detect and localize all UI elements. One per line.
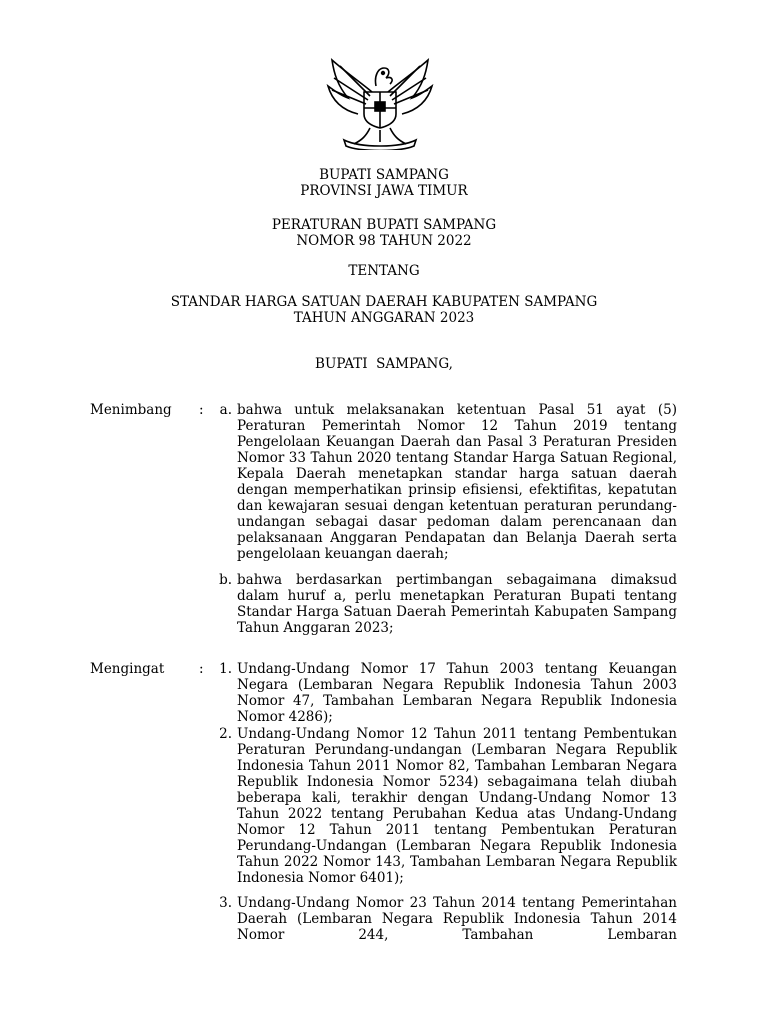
mengingat-colon: :	[199, 661, 204, 677]
mengingat-item-2-num: 2.	[219, 726, 232, 742]
mengingat-item-3-num: 3.	[219, 895, 232, 911]
menimbang-colon: :	[199, 402, 204, 418]
mengingat-item-2-text: Undang-Undang Nomor 12 Tahun 2011 tentang Pembentukan Peraturan Perundang-undangan (Lembaran Negara Republik Indonesia Tahun 2011 Nomor 82, Tambahan Lembaran Negara Republik Indonesia Nomor 5234) sebagaimana telah diubah beberapa kali, terakhir dengan Undang-Undang Nomor 13 Tahun 2022 tentang Perubahan Kedua atas Undang-Undang Nomor 12 Tahun 2011 tentang Pembentukan Peraturan Perundang-Undangan (Lembaran Negara Republik Indonesia Tahun 2022 Nomor 143, Tambahan Lembaran Negara Republik Indonesia Nomor 6401);	[237, 726, 677, 886]
regulation-title: PERATURAN BUPATI SAMPANG	[271, 217, 497, 233]
regulation-number: NOMOR 98 TAHUN 2022	[296, 233, 472, 249]
about-label: TENTANG	[348, 263, 420, 279]
mengingat-item-3-text: Undang-Undang Nomor 23 Tahun 2014 tentang Pemerintahan Daerah (Lembaran Negara Republik Indonesia Tahun 2014 Nomor 244, Tambahan Lembaran	[237, 895, 677, 943]
garuda-emblem-icon	[320, 52, 440, 150]
header-line-1: BUPATI SAMPANG	[319, 167, 449, 183]
mengingat-item-1-num: 1.	[219, 661, 232, 677]
subject-line-1: STANDAR HARGA SATUAN DAERAH KABUPATEN SAMPANG	[170, 294, 598, 310]
header-line-2: PROVINSI JAWA TIMUR	[300, 183, 468, 199]
issuer-line: BUPATI SAMPANG,	[315, 356, 453, 372]
menimbang-item-b-text: bahwa berdasarkan pertimbangan sebagaimana dimaksud dalam huruf a, perlu menetapkan Peraturan Bupati tentang Standar Harga Satuan Daerah Pemerintah Kabupaten Sampang Tahun Anggaran 2023;	[237, 572, 677, 636]
menimbang-item-b-num: b.	[219, 572, 232, 588]
subject-line-2: TAHUN ANGGARAN 2023	[293, 310, 475, 326]
menimbang-item-a-num: a.	[219, 402, 232, 418]
mengingat-label: Mengingat	[90, 661, 165, 677]
menimbang-label: Menimbang	[90, 402, 172, 418]
mengingat-item-1-text: Undang-Undang Nomor 17 Tahun 2003 tentang Keuangan Negara (Lembaran Negara Republik Indonesia Tahun 2003 Nomor 47, Tambahan Lembaran Negara Republik Indonesia Nomor 4286);	[237, 661, 677, 725]
menimbang-item-a-text: bahwa untuk melaksanakan ketentuan Pasal 51 ayat (5) Peraturan Pemerintah Nomor 12 Tahun 2019 tentang Pengelolaan Keuangan Daerah dan Pasal 3 Peraturan Presiden Nomor 33 Tahun 2020 tentang Standar Harga Satuan Regional, Kepala Daerah menetapkan standar harga satuan daerah dengan memperhatikan prinsip efisiensi, efektifitas, kepatutan dan kewajaran sesuai dengan ketentuan peraturan perundang-undangan sebagai dasar pedoman dalam perencanaan dan pelaksanaan Anggaran Pendapatan dan Belanja Daerah serta pengelolaan keuangan daerah;	[237, 402, 677, 562]
